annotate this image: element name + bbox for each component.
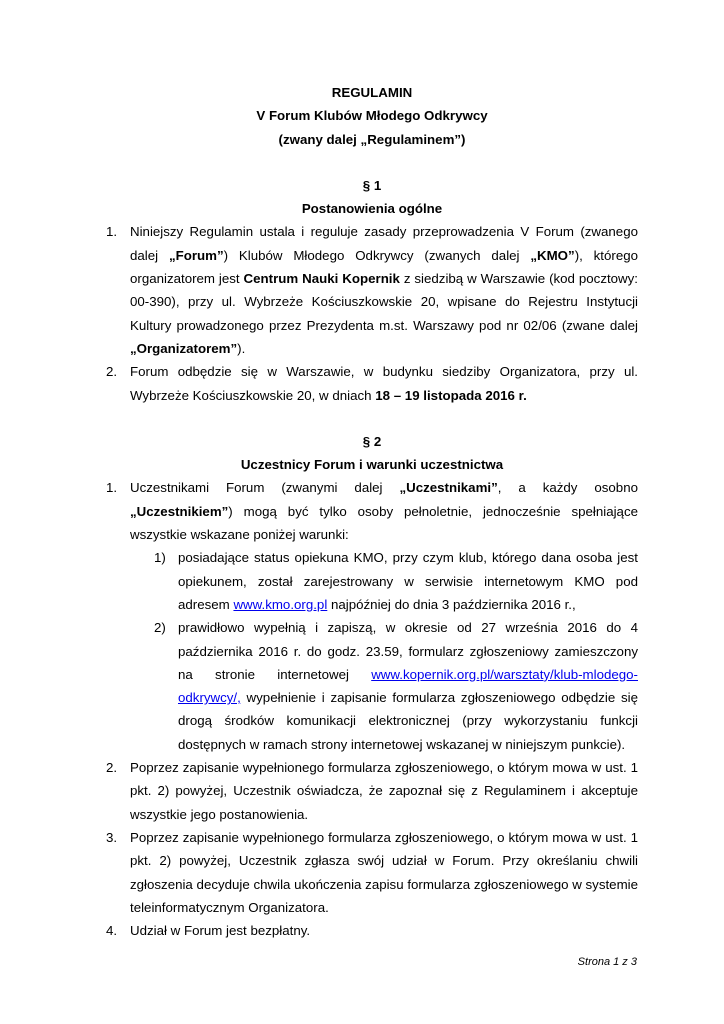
text: ) mogą być tylko osoby pełnoletnie, jednocześnie spełniające wszystkie wskazane poniżej warunki: bbox=[130, 503, 638, 543]
section-2-point-3 bbox=[106, 826, 638, 919]
section-2-sublist bbox=[130, 546, 638, 756]
section-2-subpoint-1 bbox=[130, 546, 638, 616]
spacer bbox=[106, 407, 638, 430]
bold-term-dates: 18 – 19 listopada 2016 r. bbox=[375, 387, 527, 403]
text: z siedzibą w Warszawie (kod pocztowy: 00-390), przy ul. Wybrzeże Kościuszkowskie 20, wpisane do Rejestru Instytucji Kultury prowadzonego przez Prezydenta m.st. Warszawy pod nr 02/06 (zwane dalej bbox=[130, 271, 638, 333]
point-number: 3. bbox=[106, 829, 118, 845]
text: Poprzez zapisanie wypełnionego formularza zgłoszeniowego, o którym mowa w ust. 1 pkt. 2) powyżej, Uczestnik oświadcza, że zapoznał się z Regulaminem i akceptuje wszystkie jego postanowienia. bbox=[130, 760, 638, 822]
bold-term-organizer-name: Centrum Nauki Kopernik bbox=[243, 271, 400, 287]
section-1-heading: Postanowienia ogólne bbox=[301, 201, 443, 217]
bold-term-forum: „Forum” bbox=[168, 247, 224, 263]
section-1-list bbox=[106, 220, 638, 406]
section-2-list bbox=[106, 476, 638, 942]
document-alias: (zwany dalej „Regulaminem”) bbox=[278, 131, 466, 147]
bold-term-uczestnikiem: „Uczestnikiem” bbox=[130, 503, 229, 519]
bold-term-kmo: „KMO” bbox=[530, 247, 575, 263]
bold-term-organizator: „Organizatorem” bbox=[130, 340, 238, 356]
text: Forum odbędzie się w Warszawie, w budynku siedziby Organizatora, przy ul. Wybrzeże Kościuszkowskie 20, w dniach bbox=[130, 364, 638, 403]
point-number: 1. bbox=[106, 224, 118, 240]
document-body bbox=[106, 81, 638, 942]
text: najpóźniej do dnia 3 października 2016 r., bbox=[327, 596, 576, 612]
section-2-sign: § 2 bbox=[362, 433, 382, 449]
text: Uczestnikami Forum (zwanymi dalej bbox=[130, 480, 400, 496]
section-2-point-2 bbox=[106, 756, 638, 826]
text: posiadające status opiekuna KMO, przy czym klub, którego dana osoba jest opiekunem, został zarejestrowany w serwisie internetowym KMO pod adresem bbox=[178, 550, 638, 612]
section-2-heading: Uczestnicy Forum i warunki uczestnictwa bbox=[240, 457, 504, 473]
section-1-sign: § 1 bbox=[362, 177, 382, 193]
section-2-subpoint-2 bbox=[130, 616, 638, 756]
text: Niniejszy Regulamin ustala i reguluje zasady przeprowadzenia V Forum (zwanego dalej bbox=[130, 224, 638, 263]
text: Poprzez zapisanie wypełnionego formularza zgłoszeniowego, o którym mowa w ust. 1 pkt. 2) powyżej, Uczestnik zgłasza swój udział w Forum. Przy określaniu chwili zgłoszenia decyduje chwila ukończenia zapisu formularza zgłoszeniowego w systemie teleinformatycznym Organizatora. bbox=[130, 829, 638, 915]
text: prawidłowo wypełnią i zapiszą, w okresie od 27 września 2016 do 4 października 2016 r. do godz. 23.59, formularz zgłoszeniowy zamieszczony na stronie internetowej bbox=[178, 620, 638, 682]
text: ) Klubów Młodego Odkrywcy (zwanych dalej bbox=[223, 247, 531, 263]
text: , a każdy osobno bbox=[497, 480, 638, 496]
section-1-point-1 bbox=[106, 220, 638, 360]
subpoint-number: 1) bbox=[154, 550, 166, 566]
spacer bbox=[106, 151, 638, 174]
kmo-website-link[interactable]: www.kmo.org.pl bbox=[233, 596, 328, 612]
text: Udział w Forum jest bezpłatny. bbox=[130, 923, 311, 939]
text: ), którego organizatorem jest bbox=[130, 247, 639, 287]
page-number: Strona 1 z 3 bbox=[577, 956, 637, 968]
section-2-point-1 bbox=[106, 476, 638, 756]
point-number: 4. bbox=[106, 923, 118, 939]
section-1-point-2 bbox=[106, 360, 638, 407]
subpoint-number: 2) bbox=[154, 620, 166, 636]
point-number: 2. bbox=[106, 760, 118, 776]
text: ). bbox=[237, 340, 246, 356]
bold-term-uczestnikami: „Uczestnikami” bbox=[399, 480, 498, 496]
text: wypełnienie i zapisanie formularza zgłoszeniowego odbędzie się drogą środków komunikacji elektronicznej (przy wykorzystaniu funkcji dostępnych w ramach strony internetowej wskazanej w niniejszym punkcie). bbox=[178, 690, 638, 752]
section-2-point-4 bbox=[106, 919, 638, 942]
point-number: 1. bbox=[106, 480, 118, 496]
point-number: 2. bbox=[106, 364, 118, 380]
kopernik-form-link[interactable]: www.kopernik.org.pl/warsztaty/klub-mlodego-odkrywcy/, bbox=[178, 666, 638, 706]
document-title: REGULAMIN bbox=[331, 85, 413, 100]
document-subtitle: V Forum Klubów Młodego Odkrywcy bbox=[256, 108, 488, 124]
